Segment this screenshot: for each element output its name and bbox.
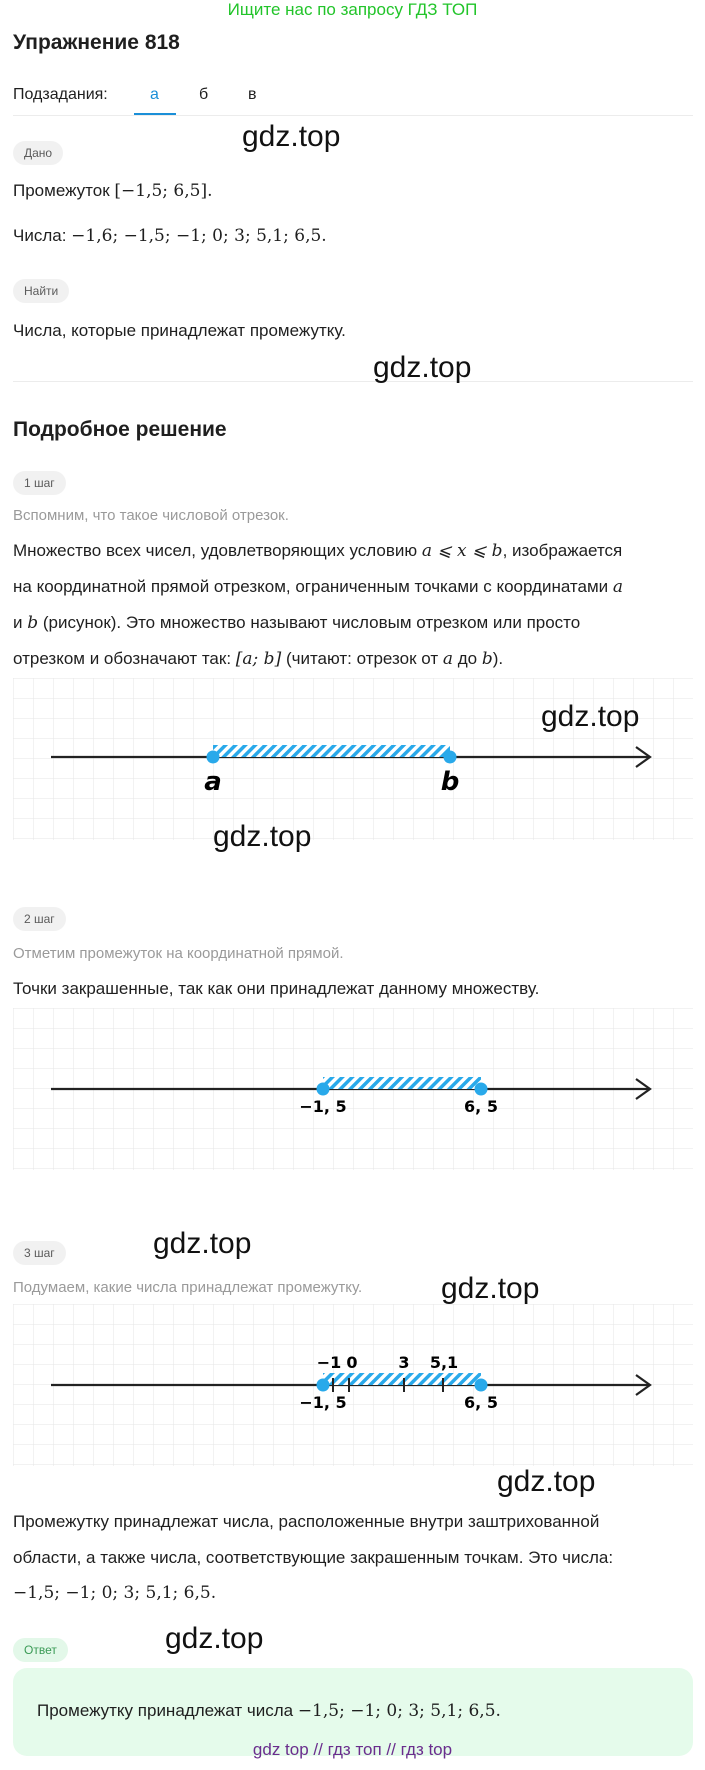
label-b: b bbox=[440, 767, 460, 797]
point-right bbox=[475, 1379, 488, 1392]
given-chip: Дано bbox=[13, 141, 63, 165]
step1-line4 bbox=[13, 648, 503, 670]
step1-chip: 1 шаг bbox=[13, 471, 66, 495]
top-search-link[interactable]: Ищите нас по запросу ГДЗ ТОП bbox=[227, 0, 478, 19]
step3-paragraph-line1: Промежутку принадлежат числа, расположенные внутри заштрихованной bbox=[13, 1512, 600, 1531]
step2-hint: Отметим промежуток на координатной прямой. bbox=[13, 945, 344, 962]
top-label-minus1: −1 bbox=[316, 1353, 342, 1372]
step1-line4-text-a: отрезком и обозначают так: bbox=[13, 649, 232, 668]
top-label-5-1: 5,1 bbox=[429, 1353, 459, 1372]
page-title: Упражнение 818 bbox=[13, 31, 180, 54]
watermark: gdz.top bbox=[441, 1272, 540, 1305]
watermark: gdz.top bbox=[497, 1465, 596, 1498]
given-interval-label: Промежуток bbox=[13, 181, 110, 200]
given-interval-math: [−1,5; 6,5]. bbox=[114, 181, 213, 201]
label-left: −1, 5 bbox=[299, 1097, 347, 1116]
given-interval bbox=[13, 180, 213, 202]
watermark: gdz.top bbox=[165, 1622, 264, 1655]
step2-chip: 2 шаг bbox=[13, 907, 66, 931]
point-left bbox=[317, 1379, 330, 1392]
watermark: gdz.top bbox=[373, 351, 472, 384]
step1-line2-text: на координатной прямой отрезком, ограниченным точками с координатами bbox=[13, 577, 609, 596]
point-right bbox=[475, 1083, 488, 1096]
hatched-segment bbox=[323, 1373, 481, 1385]
tab-b[interactable]: б bbox=[199, 86, 209, 103]
given-numbers-math: −1,6; −1,5; −1; 0; 3; 5,1; 6,5. bbox=[71, 226, 327, 246]
answer-chip: Ответ bbox=[13, 1638, 68, 1662]
top-label-0: 0 bbox=[346, 1353, 358, 1372]
watermark: gdz.top bbox=[242, 120, 341, 153]
label-left: −1, 5 bbox=[299, 1393, 347, 1412]
step1-line1-math: a ⩽ x ⩽ b bbox=[421, 541, 503, 561]
step1-line3-math: b bbox=[27, 613, 39, 633]
step3-paragraph-line3 bbox=[13, 1582, 216, 1604]
answer-math: −1,5; −1; 0; 3; 5,1; 6,5. bbox=[297, 1701, 501, 1721]
step1-line4-text-c: до bbox=[457, 649, 478, 668]
watermark: gdz.top bbox=[153, 1227, 252, 1260]
step1-line4-math2: a bbox=[442, 649, 453, 669]
step1-line4-text-b: (читают: отрезок от bbox=[285, 649, 439, 668]
answer-text bbox=[37, 1700, 501, 1722]
tab-a[interactable]: а bbox=[150, 86, 159, 103]
step1-hint: Вспомним, что такое числовой отрезок. bbox=[13, 507, 289, 524]
watermark: gdz.top bbox=[213, 820, 312, 853]
step1-line1-text-a: Множество всех чисел, удовлетворяющих условию bbox=[13, 541, 418, 560]
point-left bbox=[317, 1083, 330, 1096]
watermark: gdz.top bbox=[541, 700, 640, 733]
hatched-segment bbox=[323, 1077, 481, 1089]
step1-line3-text-b: (рисунок). Это множество называют числовым отрезком или просто bbox=[42, 613, 581, 632]
point-b bbox=[444, 751, 457, 764]
find-text: Числа, которые принадлежат промежутку. bbox=[13, 321, 346, 340]
step1-line2-math: a bbox=[612, 577, 624, 597]
step1-line3-text-a: и bbox=[13, 613, 23, 632]
top-label-3: 3 bbox=[398, 1353, 410, 1372]
step1-line4-math: [a; b] bbox=[235, 649, 282, 669]
solution-title: Подробное решение bbox=[13, 418, 227, 441]
step1-line3 bbox=[13, 612, 580, 634]
step1-line4-math3: b bbox=[481, 649, 493, 669]
given-numbers bbox=[13, 225, 327, 247]
given-numbers-label: Числа: bbox=[13, 226, 67, 245]
tabs-divider bbox=[13, 115, 693, 116]
find-chip: Найти bbox=[13, 279, 69, 303]
step2-text: Точки закрашенные, так как они принадлежат данному множеству. bbox=[13, 979, 540, 998]
step1-line1 bbox=[13, 540, 622, 562]
step1-line4-text-d: ). bbox=[492, 649, 504, 668]
label-right: 6, 5 bbox=[464, 1097, 498, 1116]
step3-numbers-math: −1,5; −1; 0; 3; 5,1; 6,5. bbox=[13, 1583, 217, 1603]
step3-chip: 3 шаг bbox=[13, 1241, 66, 1265]
step1-line2 bbox=[13, 576, 623, 598]
footer-links[interactable]: gdz top // гдз топ // гдз top bbox=[252, 1740, 453, 1759]
step3-hint: Подумаем, какие числа принадлежат промежутку. bbox=[13, 1279, 363, 1296]
step3-paragraph-line2: области, а также числа, соответствующие закрашенным точкам. Это числа: bbox=[13, 1548, 614, 1567]
figure-interval-step3 bbox=[13, 1304, 693, 1466]
label-right: 6, 5 bbox=[464, 1393, 498, 1412]
hatched-segment bbox=[213, 745, 450, 757]
label-a: a bbox=[204, 767, 222, 797]
figure-interval-step2 bbox=[13, 1008, 693, 1170]
tab-v[interactable]: в bbox=[248, 86, 257, 103]
section-divider bbox=[13, 381, 693, 382]
point-a bbox=[207, 751, 220, 764]
subtasks-label: Подзадания: bbox=[13, 86, 108, 103]
step1-line1-text-b: , изображается bbox=[502, 541, 623, 560]
answer-text-label: Промежутку принадлежат числа bbox=[37, 1701, 294, 1720]
